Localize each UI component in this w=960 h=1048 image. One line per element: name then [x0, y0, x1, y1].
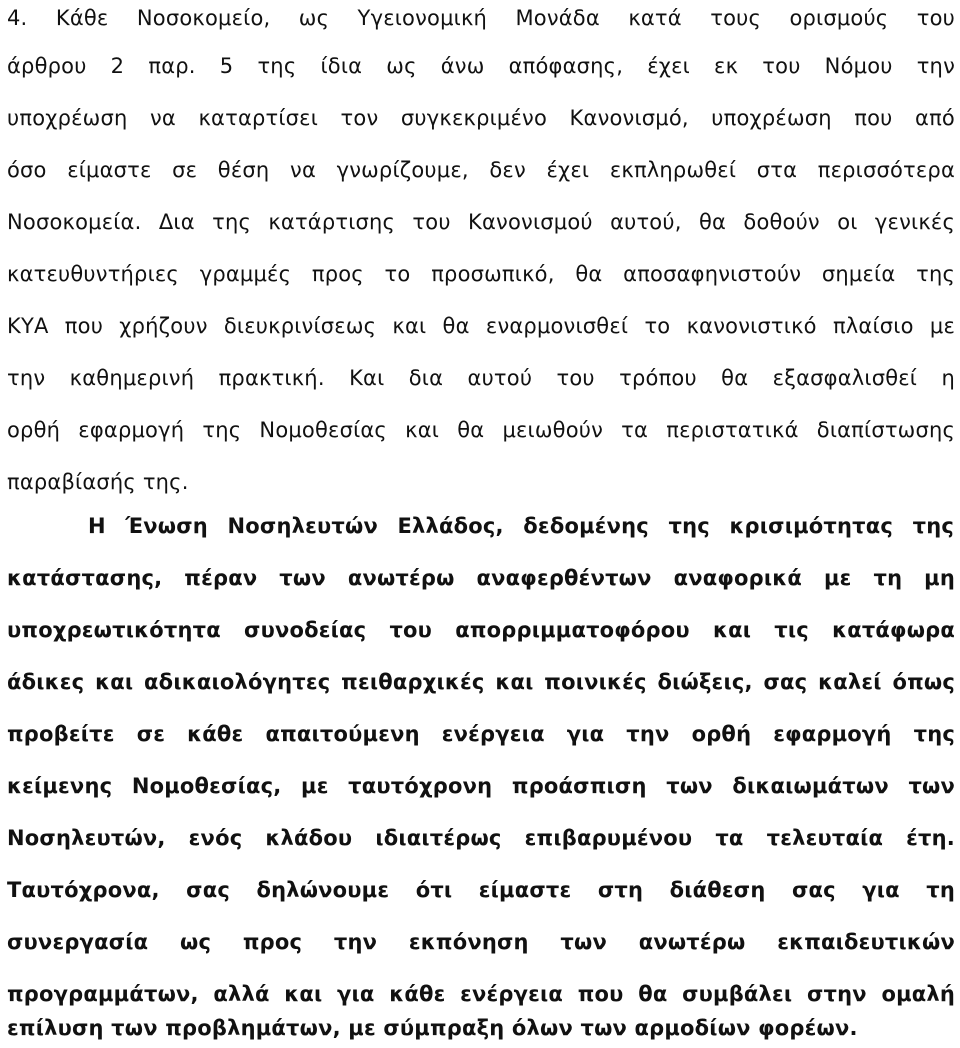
paragraph-line: κατάστασης, πέραν των ανωτέρω αναφερθέντων αναφορικά με τη μη [7, 566, 955, 590]
paragraph-line: Η Ένωση Νοσηλευτών Ελλάδος, δεδομένης της κρισιμότητας της [88, 514, 954, 538]
paragraph-line: όσο είμαστε σε θέση να γνωρίζουμε, δεν έχει εκπληρωθεί στα περισσότερα [7, 158, 955, 182]
paragraph-line: προγραμμάτων, αλλά και για κάθε ενέργεια που θα συμβάλει στην ομαλή [7, 982, 955, 1006]
paragraph-line: ΚΥΑ που χρήζουν διευκρινίσεως και θα εναρμονισθεί το κανονιστικό πλαίσιο με [7, 314, 955, 338]
paragraph-line: συνεργασία ως προς την εκπόνηση των ανωτέρω εκπαιδευτικών [7, 930, 955, 954]
paragraph-line: άρθρου 2 παρ. 5 της ίδια ως άνω απόφασης, έχει εκ του Νόμου την [7, 54, 955, 78]
paragraph-line: ορθή εφαρμογή της Νομοθεσίας και θα μειωθούν τα περιστατικά διαπίστωσης [7, 418, 955, 442]
paragraph-line: κείμενης Νομοθεσίας, με ταυτόχρονη προάσπιση των δικαιωμάτων των [7, 774, 955, 798]
paragraph-line: επίλυση των προβλημάτων, με σύμπραξη όλων των αρμοδίων φορέων. [7, 1016, 858, 1040]
paragraph-line: κατευθυντήριες γραμμές προς το προσωπικό, θα αποσαφηνιστούν σημεία της [7, 262, 955, 286]
paragraph-line: παραβίασής της. [7, 470, 189, 494]
paragraph-line: προβείτε σε κάθε απαιτούμενη ενέργεια για την ορθή εφαρμογή της [7, 722, 955, 746]
paragraph-line: Νοσηλευτών, ενός κλάδου ιδιαιτέρως επιβαρυμένου τα τελευταία έτη. [7, 826, 955, 850]
paragraph-line: 4. Κάθε Νοσοκομείο, ως Υγειονομική Μονάδα κατά τους ορισμούς του [7, 6, 955, 30]
paragraph-line: Νοσοκομεία. Δια της κατάρτισης του Κανονισμού αυτού, θα δοθούν οι γενικές [7, 210, 955, 234]
paragraph-line: υποχρέωση να καταρτίσει τον συγκεκριμένο Κανονισμό, υποχρέωση που από [7, 106, 955, 130]
paragraph-line: υποχρεωτικότητα συνοδείας του απορριμματοφόρου και τις κατάφωρα [7, 618, 955, 642]
paragraph-line: Ταυτόχρονα, σας δηλώνουμε ότι είμαστε στη διάθεση σας για τη [7, 878, 955, 902]
paragraph-line: την καθημερινή πρακτική. Και δια αυτού του τρόπου θα εξασφαλισθεί η [7, 366, 955, 390]
paragraph-line: άδικες και αδικαιολόγητες πειθαρχικές και ποινικές διώξεις, σας καλεί όπως [7, 670, 955, 694]
